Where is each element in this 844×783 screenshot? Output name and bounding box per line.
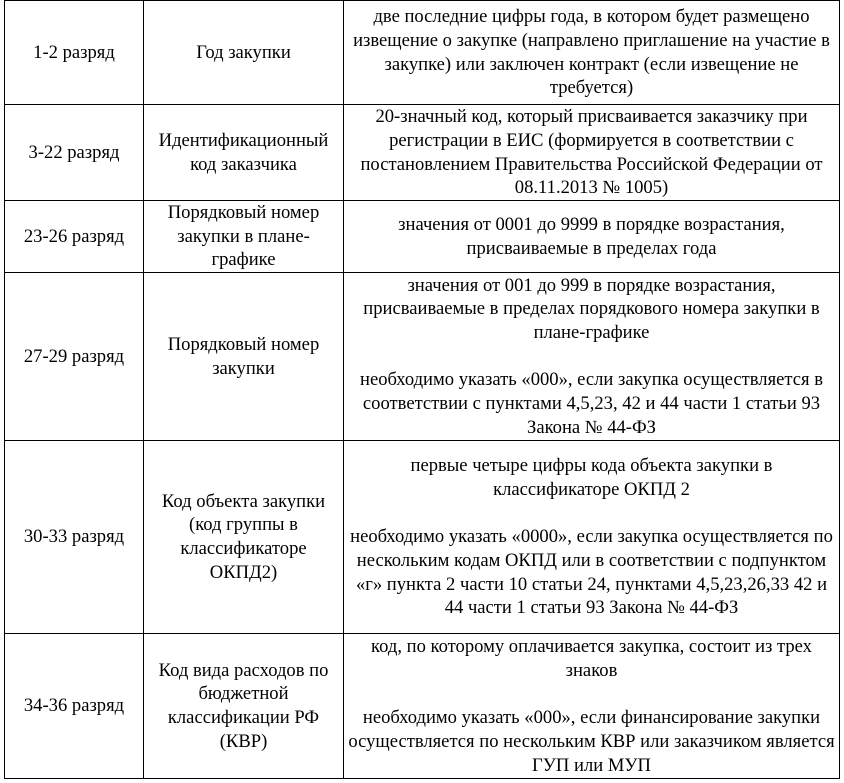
field-name: Порядковый номер закупки (167, 333, 320, 379)
field-description: 20-значный код, который присваивается заказчику при регистрации в ЕИС (формируется в соответствии с постановлением Правительства Российской Федерации от 08.11.2013 № 1005) (360, 106, 823, 199)
field-note: необходимо указать «000», если закупка осуществляется в соответствии с пунктами 4,5,23, 42 и 44 части 1 статьи 93 Закона № 44-ФЗ (360, 369, 823, 438)
digit-range: 1-2 разряд (33, 41, 115, 63)
field-description: значения от 0001 до 9999 в порядке возрастания, присваиваемые в пределах года (398, 213, 785, 259)
digit-range-cell (5, 441, 144, 634)
field-name-cell (144, 105, 344, 201)
field-description-cell (344, 441, 840, 634)
field-name-cell (144, 634, 344, 779)
table-row (5, 105, 840, 201)
ikz-structure-table (4, 0, 840, 779)
field-description: значения от 001 до 999 в порядке возрастания, присваиваемые в пределах порядкового номера закупки в плане-графике (363, 274, 820, 344)
table-row (5, 273, 840, 441)
field-name: Порядковый номер закупки в плане-графике (167, 202, 320, 271)
field-description-cell (344, 105, 840, 201)
field-description: две последние цифры года, в котором будет размещено извещение о закупке (направлено приглашение на участие в закупке) или заключен контракт (если извещение не требуется) (353, 6, 830, 99)
field-description-cell (344, 1, 840, 105)
field-description-cell (344, 634, 840, 779)
field-description-cell (344, 201, 840, 273)
field-name: Год закупки (196, 41, 291, 63)
digit-range-cell (5, 1, 144, 105)
table-row (5, 1, 840, 105)
field-description: код, по которому оплачивается закупка, состоит из трех знаков (371, 636, 812, 681)
field-name: Код вида расходов по бюджетной классификации РФ (КВР) (158, 659, 329, 752)
field-name: Идентификационный код заказчика (158, 129, 329, 175)
table-row (5, 441, 840, 634)
digit-range: 23-26 разряд (23, 225, 125, 247)
field-note: необходимо указать «000», если финансирование закупки осуществляется по нескольким КВР или заказчиком является ГУП или МУП (348, 707, 835, 776)
digit-range: 27-29 разряд (23, 345, 125, 367)
field-name-cell (144, 201, 344, 273)
paragraph-gap (348, 502, 835, 526)
digit-range-cell (5, 105, 144, 201)
digit-range: 30-33 разряд (23, 526, 125, 548)
field-name-cell (144, 273, 344, 441)
digit-range: 3-22 разряд (28, 141, 120, 163)
paragraph-gap (348, 682, 835, 706)
digit-range: 34-36 разряд (23, 695, 125, 717)
digit-range-cell (5, 201, 144, 273)
digit-range-cell (5, 273, 144, 441)
field-description: первые четыре цифры кода объекта закупки в классификаторе ОКПД 2 (410, 455, 773, 500)
field-name: Код объекта закупки (код группы в классификаторе ОКПД2) (161, 490, 326, 583)
field-note: необходимо указать «0000», если закупка осуществляется по нескольким кодам ОКПД или в соответствии с подпунктом «г» пункта 2 части 10 статьи 24, пунктами 4,5,23,26,33 42 и 44 части 1 статьи 93 Закона № 44-ФЗ (350, 526, 833, 619)
table-row (5, 201, 840, 273)
field-description-cell (344, 273, 840, 441)
digit-range-cell (5, 634, 144, 779)
field-name-cell (144, 1, 344, 105)
field-name-cell (144, 441, 344, 634)
paragraph-gap (348, 345, 835, 369)
table-row (5, 634, 840, 779)
